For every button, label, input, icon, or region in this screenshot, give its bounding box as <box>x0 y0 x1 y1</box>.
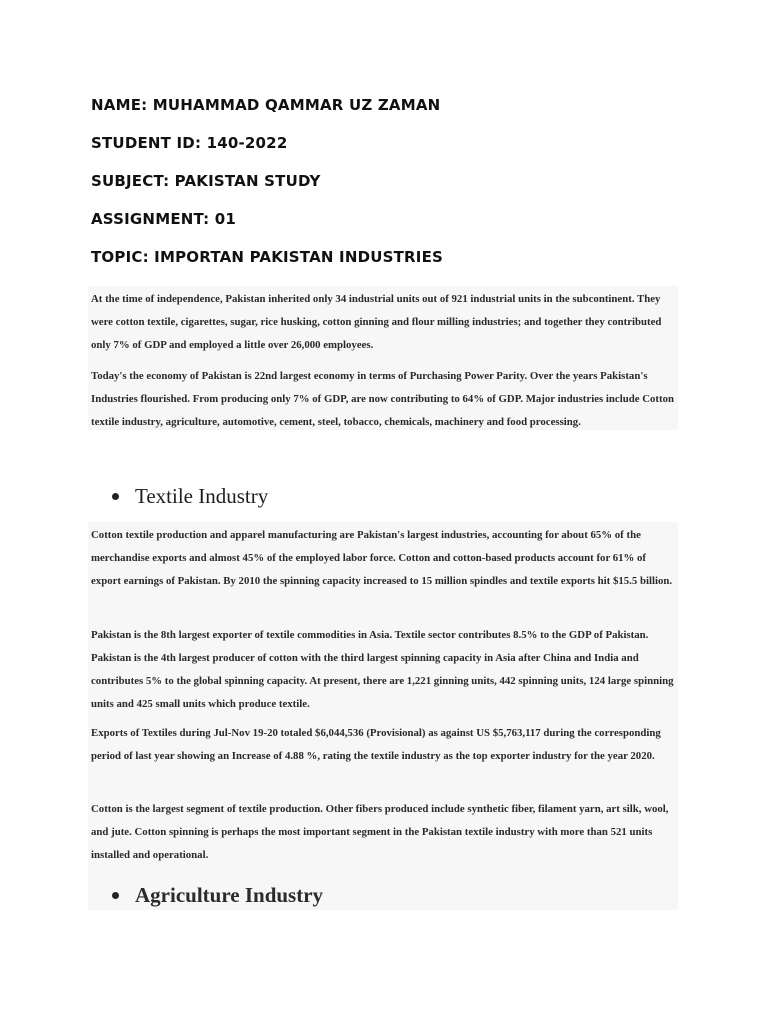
topic: TOPIC: IMPORTAN PAKISTAN INDUSTRIES <box>91 248 444 266</box>
bullet-icon <box>112 493 119 500</box>
intro-paragraph-1: At the time of independence, Pakistan inherited only 34 industrial units out of 921 industrial units in the subcontinent. They were cotton textile, cigarettes, sugar, rice husking, cotton ginning and flour milling industries; and together they contributed only 7% of GDP and employed a little over 26,000 employees. <box>91 293 662 351</box>
student-name: NAME: MUHAMMAD QAMMAR UZ ZAMAN <box>91 96 441 114</box>
textile-paragraph-2: Pakistan is the 8th largest exporter of textile commodities in Asia. Textile sector contributes 8.5% to the GDP of Pakistan. Pakistan is the 4th largest producer of cotton with the third largest spinning capacity in Asia after China and India and contributes 5% to the global spinning capacity. At present, there are 1,221 ginning units, 442 spinning units, 124 large spinning units and 425 small units which produce textile. <box>91 629 674 710</box>
agriculture-industry-heading <box>112 883 323 908</box>
assignment-number: ASSIGNMENT: 01 <box>91 210 237 228</box>
textile-paragraph-4: Cotton is the largest segment of textile production. Other fibers produced include synthetic fiber, filament yarn, art silk, wool, and jute. Cotton spinning is perhaps the most important segment in the Pakistan textile industry with more than 521 units installed and operational. <box>91 803 669 861</box>
intro-paragraph-2: Today's the economy of Pakistan is 22nd largest economy in terms of Purchasing Power Parity. Over the years Pakistan's Industries flourished. From producing only 7% of GDP, are now contributing to 64% of GDP. Major industries include Cotton textile industry, agriculture, automotive, cement, steel, tobacco, chemicals, machinery and food processing. <box>91 370 674 428</box>
textile-paragraph-1: Cotton textile production and apparel manufacturing are Pakistan's largest industries, accounting for about 65% of the merchandise exports and almost 45% of the employed labor force. Cotton and cotton-based products account for 61% of export earnings of Pakistan. By 2010 the spinning capacity increased to 15 million spindles and textile exports hit $15.5 billion. <box>91 529 673 587</box>
textile-industry-heading-text: Textile Industry <box>135 484 269 508</box>
agriculture-industry-heading-text: Agriculture Industry <box>135 883 324 907</box>
subject: SUBJECT: PAKISTAN STUDY <box>91 172 321 190</box>
textile-industry-heading <box>112 484 268 509</box>
student-id: STUDENT ID: 140-2022 <box>91 134 288 152</box>
bullet-icon <box>112 892 119 899</box>
textile-paragraph-3: Exports of Textiles during Jul-Nov 19-20 totaled $6,044,536 (Provisional) as against US $5,763,117 during the corresponding period of last year showing an Increase of 4.88 %, rating the textile industry as the top exporter industry for the year 2020. <box>91 727 661 762</box>
